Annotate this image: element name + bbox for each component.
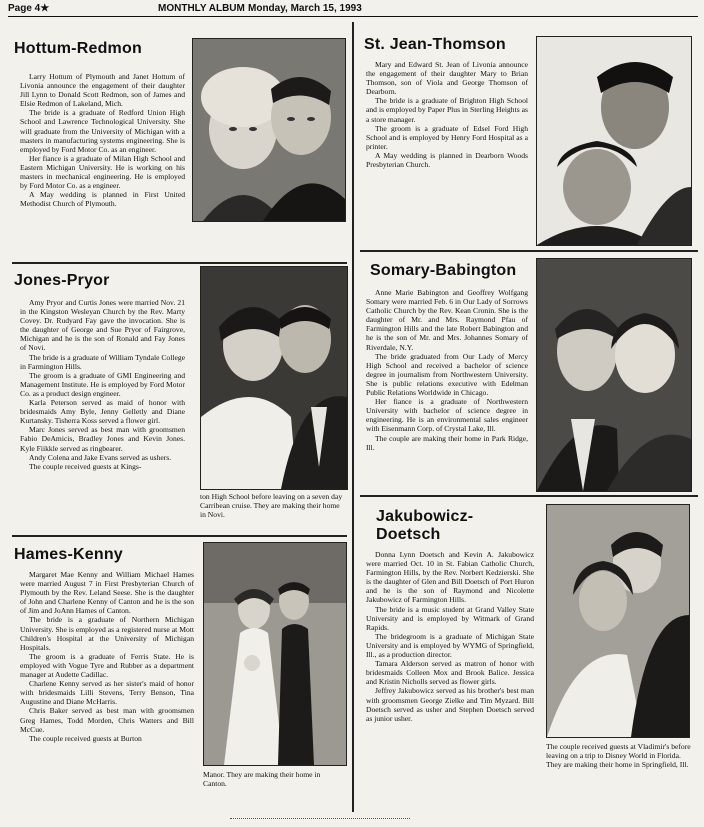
paragraph: The bride is a graduate of Northern Michigan University. She is employed as a registered nurse at Mott Children's Hospital at the University of Michigan Hospitals. (20, 615, 194, 652)
paragraph: Mary and Edward St. Jean of Livonia announce the engagement of their daughter Mary to Brian Thomson, son of Viola and George Thomson of Dearborn. (366, 60, 528, 97)
paragraph: Andy Colena and Jake Evans served as ushers. (29, 452, 172, 462)
text-jakubowicz-doetsch (366, 550, 534, 808)
paragraph: Tamara Alderson served as matron of honor with bridesmaids Colleen Mox and Brook Balice. Jessica and Kristin Nicholls served as flower girls. (366, 659, 534, 687)
couple-photo-jakubowicz-doetsch (546, 504, 690, 738)
paragraph: The couple received guests at Burton (29, 733, 142, 743)
paragraph: Jeffrey Jakubowicz served as his brother's best man with groomsmen George Zielke and Tim Myzard. Bill Doetsch served as usher and Stephen Doetsch served as junior usher. (366, 686, 534, 723)
paragraph: The couple received guests at Kings- (29, 461, 142, 471)
paragraph: Her fiance is a graduate of Northwestern University with bachelor of science degree in engineering. He is an environmental sales engineer with Eisenmann Corp. of Crystal Lake, Ill. (366, 397, 528, 434)
couple-photo-jones-pryor (200, 266, 348, 490)
paragraph: The groom is a graduate of GMI Engineering and Management Institute. He is employed by Ford Motor Co. as a product design engineer. (20, 370, 185, 398)
paragraph: Margaret Mae Kenny and William Michael Hames were married August 7 in First Presbyterian Church of Plymouth by the Rev. Leland Seese. She is the daughter of John and Charlene Kenny of Canton and he is the son of Jim and JoAnn Hames of Canton. (20, 570, 194, 616)
couple-photo-hames-kenny (203, 542, 347, 766)
paragraph: Anne Marie Babington and Geoffrey Wolfgang Somary were married Feb. 6 in Our Lady of Sorrows Catholic Church by the Rev. Kean Cronin. She is the daughter of Mr. and Mrs. Raymond Pfau of Farmington Hills and the late Robert Babington and he is the son of Mr. and Mrs. Johannes Somary of Riverdale, N.Y. (366, 288, 528, 352)
title-hames-kenny: Hames-Kenny (14, 546, 123, 563)
paragraph: A May wedding is planned in Dearborn Woods Presbyterian Church. (366, 150, 528, 170)
title-st-jean-thomson: St. Jean-Thomson (364, 36, 506, 53)
paragraph: Chris Baker served as best man with groomsmen Greg Hames, Todd Morden, Chris Watters and Bill McCue. (20, 706, 194, 734)
couple-photo-st-jean-thomson (536, 36, 692, 246)
paragraph: The bride is a graduate of Brighton High School and is employed by Paper Plus in Sterling Heights as a store manager. (366, 96, 528, 124)
paragraph: The bride is a graduate of William Tyndale College in Farmington Hills. (20, 352, 185, 371)
paragraph: Her fiance is a graduate of Milan High School and Eastern Michigan University. He is working on his masters in mechanical engineering. He is employed by Ford Motor Co. as a engineer. (20, 153, 185, 191)
paragraph: Donna Lynn Doetsch and Kevin A. Jakubowicz were married Oct. 10 in St. Fabian Catholic Church, Farmington Hills, by the Rev. Norbert Kedzierski. She is the daughter of Glen and Bill Doetsch of Port Huron and he is the son of Raymond and Nicolette Jakubowicz of Farmington Hills. (366, 550, 534, 605)
paragraph: Karla Peterson served as maid of honor with bridesmaids Amy Byle, Jenny Gelletly and Diane Kurtansky. Tisherra Koss served a flower girl. (20, 398, 185, 426)
text-hames-kenny (20, 570, 194, 808)
divider-left-1 (12, 262, 347, 264)
paragraph: The bridegroom is a graduate of Michigan State University and is employed by WYMG of Springfield, Ill., as a production director. (366, 631, 534, 660)
footer-divider (230, 818, 410, 819)
title-hottum-redmon: Hottum-Redmon (14, 40, 142, 57)
paragraph: Larry Hottum of Plymouth and Janet Hottum of Livonia announce the engagement of their daughter Jill Lynn to Donald Scott Redmon, son of James and Elsie Redmon of Lakeland, Mich. (20, 72, 185, 109)
page-header (8, 2, 698, 17)
section-name: MONTHLY ALBUM (158, 3, 245, 14)
title-jakubowicz-doetsch: Jakubowicz- Doetsch (376, 508, 474, 543)
couple-photo-hottum-redmon (192, 38, 346, 222)
paragraph: The couple are making their home in Park Ridge, Ill. (366, 433, 528, 452)
issue-date: Monday, March 15, 1993 (248, 3, 362, 14)
text-jones-pryor (20, 298, 185, 530)
text-somary-babington (366, 288, 528, 492)
paragraph: Marc Jones served as best man with groomsmen Fabio DeAmicis, Bradley Jones and Kevin Jones. Kyle Fiikkle served as ringbearer. (20, 425, 185, 453)
paragraph: The groom is a graduate of Edsel Ford High School and is employed by Henry Ford Hospital as a printer. (366, 123, 528, 151)
page-number: Page 4★ (8, 3, 50, 14)
continuation-jones-pryor: ton High School before leaving on a seven day Carribean cruise. They are making their home in Novi. (200, 492, 343, 520)
divider-right-1 (360, 250, 698, 252)
couple-photo-somary-babington (536, 258, 692, 492)
title-jones-pryor: Jones-Pryor (14, 272, 110, 289)
title-somary-babington: Somary-Babington (370, 262, 517, 279)
paragraph: Amy Pryor and Curtis Jones were married Nov. 21 in the Kingston Wesleyan Church by the Rev. Marty Covey. Dr. Rudyard Fay gave the invocation. She is the daughter of George and Sue Pryor of Fairgrove, Michigan and he is the son of Ronald and Fay Jones of Novi. (20, 298, 185, 353)
paragraph: The bride is a graduate of Redford Union High School and Lawrence Technological University. She will graduate from the University of Michigan with a masters in manufacturing systems engineering. She is employed by Ford Motor Co. as an engineer. (20, 108, 185, 154)
paragraph: A May wedding is planned in First United Methodist Church of Plymouth. (20, 190, 185, 209)
continuation-jakubowicz-doetsch: The couple received guests at Vladimir's before leaving on a trip to Disney World in Florida. They are making their home in Springfield, Ill. (546, 742, 691, 770)
divider-right-2 (360, 495, 698, 497)
continuation-hames-kenny: Manor. They are making their home in Canton. (203, 770, 321, 789)
paragraph: The groom is a graduate of Ferris State. He is employed with Vogue Tyre and Rubber as a department manager at Audette Cadillac. (20, 651, 194, 680)
paragraph: The bride is a music student at Grand Valley State University and is employed by Witmark of Grand Rapids. (366, 604, 534, 632)
text-hottum-redmon (20, 72, 185, 262)
divider-left-2 (12, 535, 347, 537)
column-divider (352, 22, 354, 812)
text-st-jean-thomson (366, 60, 528, 250)
paragraph: The bride graduated from Our Lady of Mercy High School and received a bachelor of science degree in journalism from Northwestern University. She is public relations executive with Edelman Public Relations Worldwide in Chicago. (366, 351, 528, 398)
paragraph: Charlene Kenny served as her sister's maid of honor with bridesmaids Lilli Stevens, Terry Benson, Tina Augustine and Diane McHarris. (20, 679, 194, 707)
